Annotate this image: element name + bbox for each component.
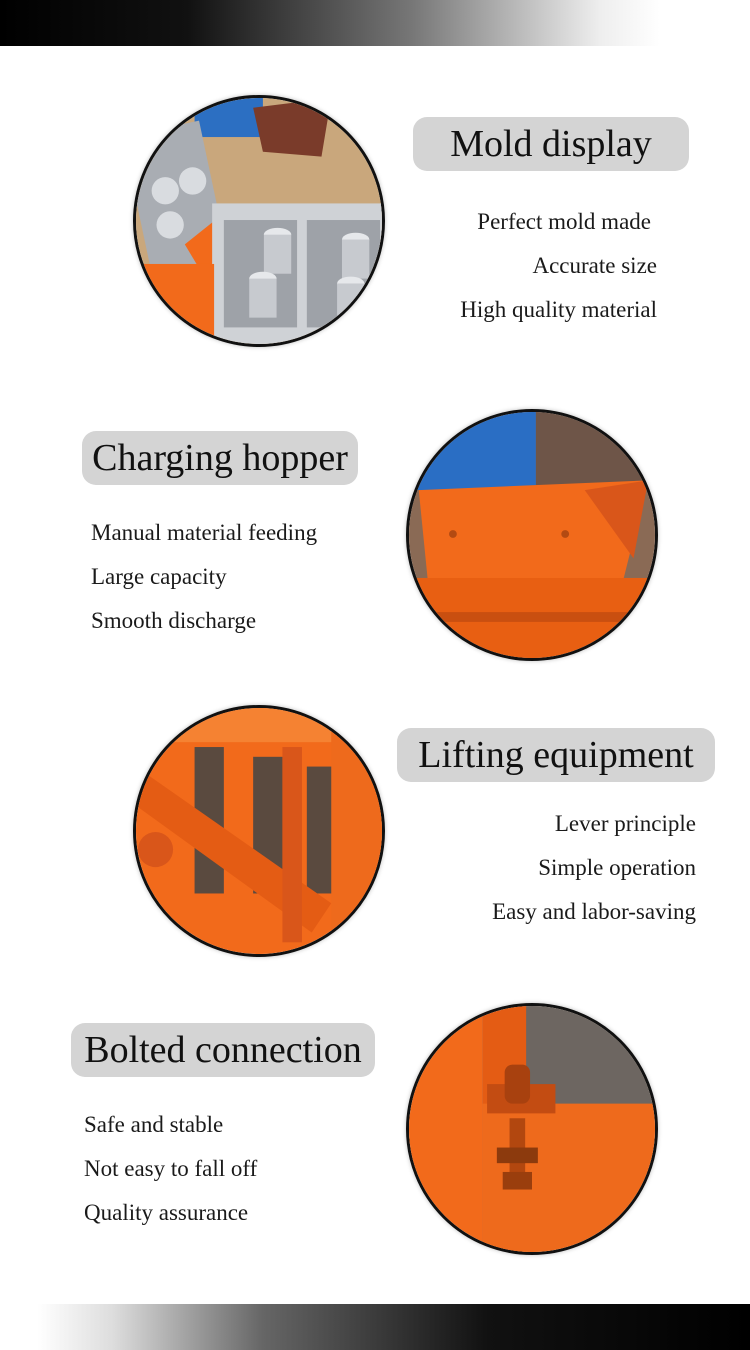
feature-text: Lever principle (554, 811, 696, 836)
mold-photo (133, 95, 385, 347)
lifting-photo (133, 705, 385, 957)
feature-text: Perfect mold made (477, 209, 651, 234)
feature-text: Safe and stable (84, 1112, 224, 1137)
feature-text: Manual material feeding (91, 520, 318, 545)
feature-text: Easy and labor-saving (492, 899, 696, 924)
feature-text: High quality material (460, 297, 657, 322)
bottom-gradient-bar (0, 1304, 750, 1350)
section-title: Mold display (413, 117, 689, 171)
feature-text: Large capacity (91, 564, 227, 589)
feature-text: Smooth discharge (91, 608, 257, 633)
hopper-photo (406, 409, 658, 661)
bolt-photo (406, 1003, 658, 1255)
feature-text: Simple operation (538, 855, 696, 880)
feature-text: Not easy to fall off (84, 1156, 258, 1181)
feature-text: Accurate size (532, 253, 657, 278)
top-gradient-bar (0, 0, 750, 46)
feature-text: Quality assurance (84, 1200, 249, 1225)
section-title: Bolted connection (71, 1023, 375, 1077)
section-title: Lifting equipment (397, 728, 715, 782)
section-title: Charging hopper (82, 431, 358, 485)
